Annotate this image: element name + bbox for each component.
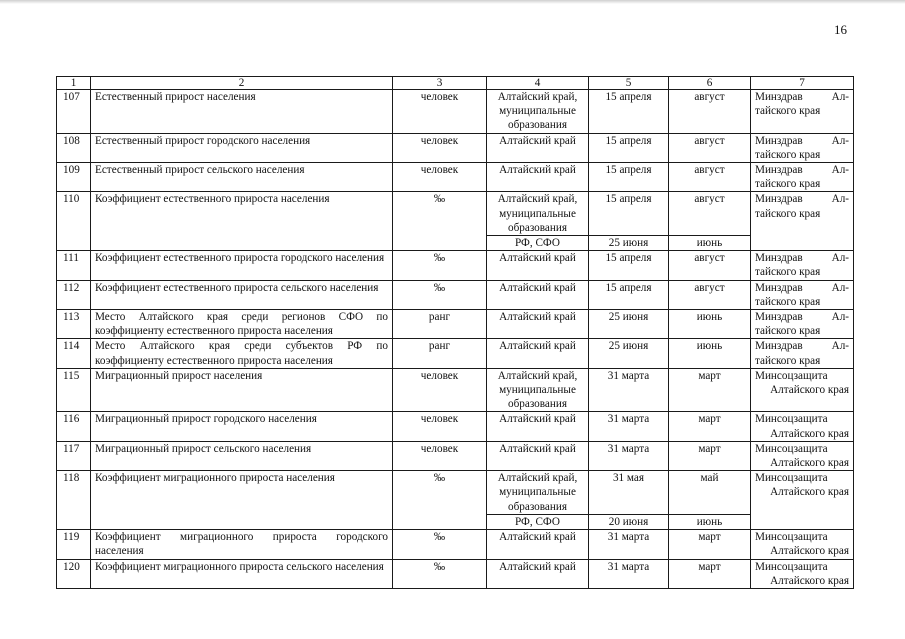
reporting-period: июнь [669,310,751,339]
reporting-period: май [669,471,751,515]
reporting-period: август [669,280,751,309]
table-row [57,133,854,162]
responsible-agency [751,559,854,588]
responsible-agency [751,90,854,134]
unit-of-measure: ранг [393,310,487,339]
responsible-agency [751,280,854,309]
territory-level: Алтайский край, муниципальные образования [487,368,589,412]
agency-line-1: Минсоцзащита [755,531,828,544]
agency-line-2: Алтайского края [770,457,849,470]
agency-line-2: тайского края [755,354,821,367]
unit-of-measure: ‰ [393,251,487,280]
table-row [57,251,854,280]
unit-of-measure: человек [393,412,487,441]
reporting-period: март [669,559,751,588]
agency-line-1: Минздрав Ал- [755,164,849,177]
submission-date: 31 марта [589,412,669,441]
column-header: 5 [589,77,669,90]
table-row [57,339,854,368]
responsible-agency [751,192,854,251]
territory-level: Алтайский край [487,133,589,162]
agency-line-2: Алтайского края [770,574,849,587]
table-row [57,192,854,236]
table-row [57,280,854,309]
agency-line-1: Минздрав Ал- [755,252,849,265]
indicator-name: Естественный прирост сельского населения [91,163,393,192]
submission-date: 31 мая [589,471,669,515]
responsible-agency [751,412,854,441]
agency-line-1: Минздрав Ал- [755,281,849,294]
territory-level: Алтайский край, муниципальные образования [487,192,589,236]
submission-date: 15 апреля [589,192,669,236]
scan-edge-shadow [0,0,905,4]
agency-line-2: Алтайского края [770,427,849,440]
agency-line-1: Минсоцзащита [755,560,828,573]
submission-date: 31 марта [589,441,669,470]
reporting-period: март [669,530,751,559]
territory-level: Алтайский край, муниципальные образования [487,90,589,134]
territory-level: РФ, СФО [487,514,589,529]
responsible-agency [751,441,854,470]
table-row [57,163,854,192]
reporting-period: март [669,441,751,470]
reporting-period: июнь [669,514,751,529]
responsible-agency [751,339,854,368]
submission-date: 20 июня [589,514,669,529]
territory-level: Алтайский край [487,339,589,368]
agency-line-1: Минсоцзащита [755,413,828,426]
responsible-agency [751,163,854,192]
table-row [57,368,854,412]
territory-level: РФ, СФО [487,236,589,251]
agency-line-1: Минздрав Ал- [755,340,849,353]
indicator-name: Коэффициент естественного прироста городского населения [91,251,393,280]
unit-of-measure: ‰ [393,280,487,309]
agency-line-1: Минсоцзащита [755,369,828,382]
agency-line-2: Алтайского края [770,384,849,397]
table-row [57,530,854,559]
agency-line-2: Алтайского края [770,545,849,558]
page-number: 16 [834,22,847,37]
column-header: 4 [487,77,589,90]
row-number: 113 [57,310,91,339]
submission-date: 31 марта [589,559,669,588]
column-header: 3 [393,77,487,90]
table-row [57,90,854,134]
row-number: 107 [57,90,91,134]
row-number: 110 [57,192,91,251]
reporting-period: август [669,163,751,192]
responsible-agency [751,530,854,559]
row-number: 116 [57,412,91,441]
submission-date: 15 апреля [589,133,669,162]
unit-of-measure: ‰ [393,192,487,251]
submission-date: 15 апреля [589,280,669,309]
unit-of-measure: человек [393,441,487,470]
territory-level: Алтайский край [487,530,589,559]
territory-level: Алтайский край [487,559,589,588]
responsible-agency [751,310,854,339]
row-number: 117 [57,441,91,470]
agency-line-1: Минздрав Ал- [755,91,849,103]
indicator-name: Миграционный прирост сельского населения [91,441,393,470]
submission-date: 31 марта [589,368,669,412]
indicator-name: Естественный прирост городского населения [91,133,393,162]
agency-line-2: тайского края [755,178,821,191]
agency-line-2: тайского края [755,325,821,338]
territory-level: Алтайский край [487,163,589,192]
reporting-period: август [669,90,751,134]
row-number: 109 [57,163,91,192]
indicator-table [56,76,854,589]
submission-date: 15 апреля [589,251,669,280]
reporting-period: июнь [669,236,751,251]
agency-line-2: тайского края [755,295,821,308]
unit-of-measure: человек [393,163,487,192]
column-header: 6 [669,77,751,90]
agency-line-1: Минсоцзащита [755,472,828,485]
row-number: 111 [57,251,91,280]
indicator-name: Коэффициент миграционного прироста городского населения [91,530,393,559]
submission-date: 25 июня [589,236,669,251]
indicator-name: Место Алтайского края среди регионов СФО по коэффициенту естественного прироста населения [91,310,393,339]
table-row [57,412,854,441]
unit-of-measure: человек [393,133,487,162]
indicator-name: Коэффициент миграционного прироста сельского населения [91,559,393,588]
agency-line-2: тайского края [755,105,821,118]
row-number: 114 [57,339,91,368]
responsible-agency [751,133,854,162]
indicator-name: Миграционный прирост городского населения [91,412,393,441]
agency-line-1: Минздрав Ал- [755,311,849,324]
unit-of-measure: человек [393,90,487,134]
table-row [57,310,854,339]
row-number: 120 [57,559,91,588]
responsible-agency [751,471,854,530]
submission-date: 15 апреля [589,90,669,134]
reporting-period: август [669,192,751,236]
territory-level: Алтайский край [487,310,589,339]
indicator-name: Коэффициент естественного прироста населения [91,192,393,251]
indicator-name: Коэффициент миграционного прироста населения [91,471,393,530]
column-header: 2 [91,77,393,90]
column-number-row [57,77,854,90]
agency-line-2: тайского края [755,148,821,161]
agency-line-1: Минздрав Ал- [755,193,849,206]
responsible-agency [751,251,854,280]
reporting-period: март [669,412,751,441]
territory-level: Алтайский край, муниципальные образования [487,471,589,515]
indicator-name: Коэффициент естественного прироста сельского населения [91,280,393,309]
responsible-agency [751,368,854,412]
territory-level: Алтайский край [487,280,589,309]
table-row [57,559,854,588]
table-row [57,471,854,515]
agency-line-1: Минсоцзащита [755,442,828,455]
unit-of-measure: ‰ [393,471,487,530]
unit-of-measure: ‰ [393,530,487,559]
indicator-name: Место Алтайского края среди субъектов РФ по коэффициенту естественного прироста населения [91,339,393,368]
indicator-name: Естественный прирост населения [91,90,393,134]
submission-date: 15 апреля [589,163,669,192]
column-header: 7 [751,77,854,90]
indicator-name: Миграционный прирост населения [91,368,393,412]
row-number: 119 [57,530,91,559]
territory-level: Алтайский край [487,251,589,280]
submission-date: 25 июня [589,310,669,339]
agency-line-2: Алтайского края [770,486,849,499]
agency-line-2: тайского края [755,266,821,279]
row-number: 118 [57,471,91,530]
reporting-period: июнь [669,339,751,368]
table-row [57,441,854,470]
agency-line-1: Минздрав Ал- [755,134,849,147]
agency-line-2: тайского края [755,207,821,220]
row-number: 108 [57,133,91,162]
territory-level: Алтайский край [487,441,589,470]
submission-date: 31 марта [589,530,669,559]
submission-date: 25 июня [589,339,669,368]
row-number: 115 [57,368,91,412]
reporting-period: март [669,368,751,412]
column-header: 1 [57,77,91,90]
reporting-period: август [669,133,751,162]
unit-of-measure: человек [393,368,487,412]
row-number: 112 [57,280,91,309]
reporting-period: август [669,251,751,280]
unit-of-measure: ‰ [393,559,487,588]
unit-of-measure: ранг [393,339,487,368]
territory-level: Алтайский край [487,412,589,441]
